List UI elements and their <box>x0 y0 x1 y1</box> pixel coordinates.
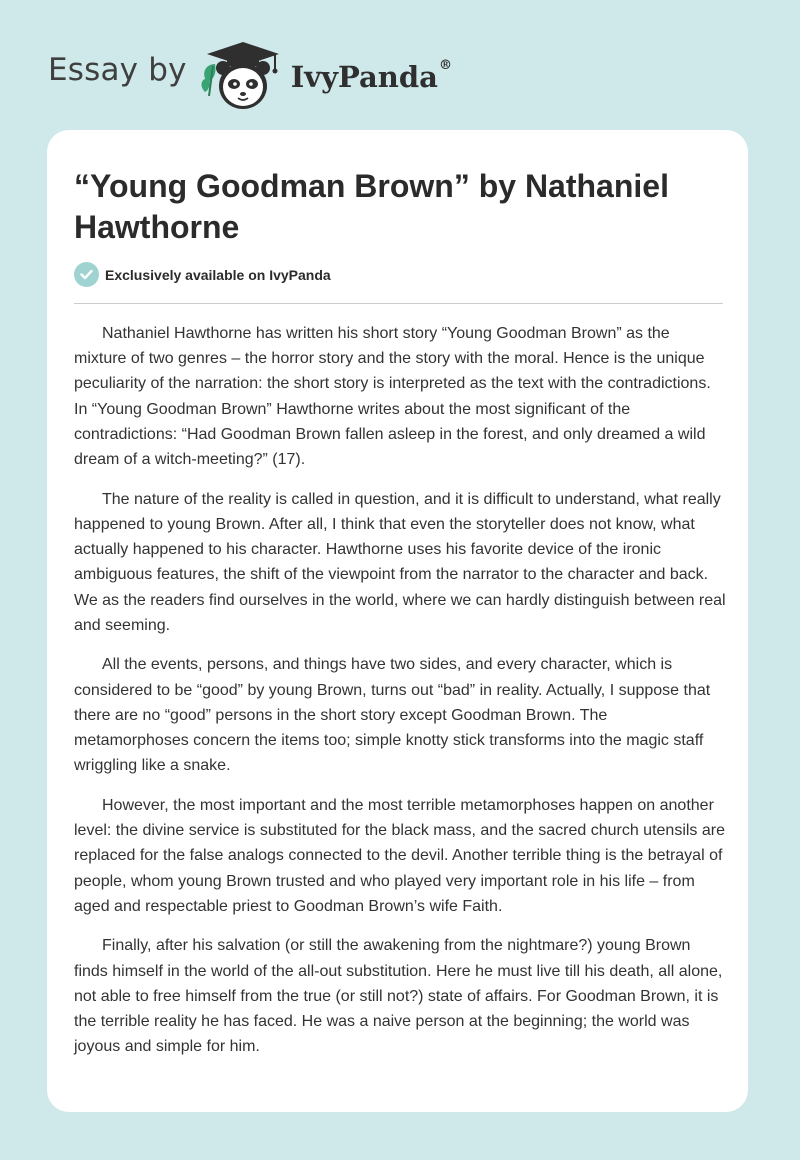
check-icon <box>74 262 99 287</box>
essay-body <box>74 321 726 1074</box>
paragraph: Nathaniel Hawthorne has written his short story “Young Goodman Brown” as the mixture of two genres – the horror story and the story with the moral. Hence is the unique peculiarity of the narration: the short story is interpreted as the text with the contradictions. In “Young Goodman Brown” Hawthorne writes about the most significant of the contradictions: “Had Goodman Brown fallen asleep in the forest, and only dreamed a wild dream of a witch-meeting?” (17). <box>74 325 711 469</box>
brand-name[interactable]: IvyPanda® <box>290 58 452 94</box>
paragraph: All the events, persons, and things have two sides, and every character, which is considered to be “good” by young Brown, turns out “bad” in reality. Actually, I suppose that there are no “good” persons in the short story except Goodman Brown. The metamorphoses concern the items too; simple knotty stick transforms into the magic staff wriggling like a snake. <box>74 656 711 775</box>
badge-text: Exclusively available on IvyPanda <box>105 266 331 283</box>
divider <box>74 303 723 304</box>
essay-by-label: Essay by <box>48 52 187 88</box>
exclusive-badge <box>74 262 331 287</box>
essay-card <box>47 130 748 1112</box>
registered-mark: ® <box>438 58 452 73</box>
site-header <box>48 34 452 114</box>
page-title: “Young Goodman Brown” by Nathaniel Hawthorne <box>74 168 669 245</box>
paragraph: Finally, after his salvation (or still the awakening from the nightmare?) young Brown finds himself in the world of the all-out substitution. Here he must live till his death, all alone, not able to free himself from the true (or still not?) state of affairs. For Goodman Brown, it is the terrible reality he has faced. He was a naive person at the beginning; the world was joyous and simple for him. <box>74 937 723 1056</box>
panda-graduation-cap-icon[interactable] <box>197 34 289 114</box>
paragraph: However, the most important and the most terrible metamorphoses happen on another level: the divine service is substituted for the black mass, and the sacred church utensils are replaced for the false analogs connected to the devil. Another terrible thing is the betrayal of people, whom young Brown trusted and who played very important role in his life – from aged and respectable priest to Goodman Brown’s wife Faith. <box>74 796 725 915</box>
paragraph: The nature of the reality is called in question, and it is difficult to understand, what really happened to young Brown. After all, I think that even the storyteller does not know, what actually happened to his character. Hawthorne uses his favorite device of the ironic ambiguous features, the shift of the viewpoint from the narrator to the character and back. We as the readers find ourselves in the world, where we can hardly distinguish between real and seeming. <box>74 490 726 634</box>
